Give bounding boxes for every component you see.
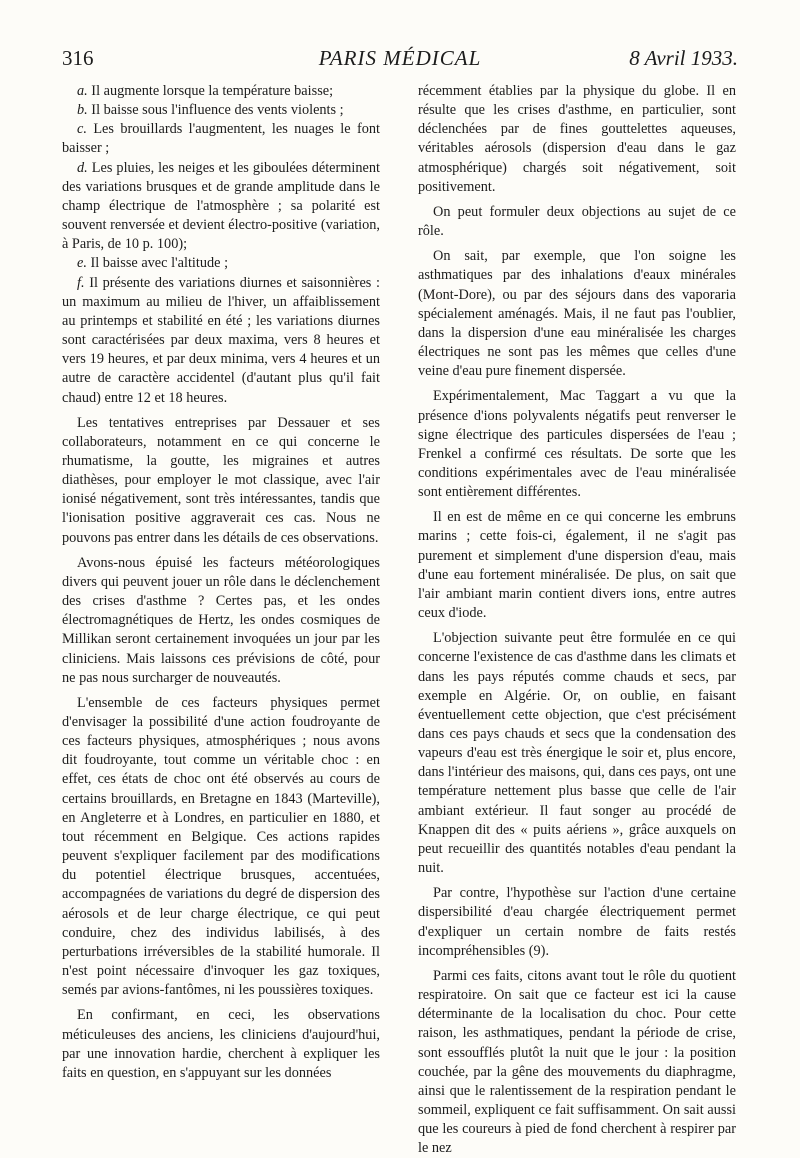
left-column	[62, 82, 380, 1083]
list-item-d	[62, 159, 380, 255]
list-item-b	[62, 101, 380, 120]
paragraph: Il en est de même en ce qui concerne les embruns marins ; cette fois-ci, également, il ne s'agit pas purement et simplement d'une dispersion d'eau, mais d'une eau fortement minéralisée. De plus, on sait que l'air ambiant marin contient divers ions, entre autres ceux d'iode.	[418, 509, 736, 622]
issue-date: 8 Avril 1933.	[629, 46, 738, 70]
list-label: c.	[77, 121, 87, 138]
journal-title: PARIS MÉDICAL	[318, 46, 482, 70]
list-item-a	[62, 82, 380, 101]
list-label: d.	[77, 159, 88, 176]
list-text: Il présente des variations diurnes et saisonnières : un maximum au milieu de l'hiver, un affaiblissement au printemps et stabilité en été ; les variations diurnes sont caractérisées par deux maxima, vers 8 heures et vers 19 heures, et par deux minima, vers 4 heures et un autre de caractère accidentel (d'autant plus qu'il fait chaud) entre 12 et 18 heures.	[62, 274, 380, 406]
paragraph: En confirmant, en ceci, les observations méticuleuses des anciens, les cliniciens d'aujourd'hui, par une innovation hardie, cherchent à expliquer les faits en question, en s'appuyant sur les données	[62, 1007, 380, 1081]
paragraph: On sait, par exemple, que l'on soigne les asthmatiques par des inhalations d'eaux minérales (Mont-Dore), ou par des séjours dans des vaporaria spécialement aménagés. Mais, il ne faut pas l'oublier, dans la dispersion d'une eau minéralisée les charges électriques ne sont pas les mêmes que celles d'une veine d'eau pure finement dispersée.	[418, 248, 736, 380]
list-label: f.	[77, 274, 85, 291]
list-label: a.	[77, 83, 88, 99]
list-text: Il baisse avec l'altitude ;	[86, 255, 229, 272]
list-text: Il augmente lorsque la température baisse;	[87, 83, 334, 99]
list-label: b.	[77, 102, 88, 119]
paragraph: Par contre, l'hypothèse sur l'action d'une certaine dispersibilité d'eau chargée électriquement permet d'expliquer un certain nombre de faits restés incompréhensibles (9).	[418, 885, 736, 959]
list-label: e.	[77, 255, 87, 272]
list-item-c	[62, 120, 380, 158]
list-text: Les brouillards l'augmentent, les nuages le font baisser ;	[62, 121, 380, 157]
paragraph: L'objection suivante peut être formulée en ce qui concerne l'existence de cas d'asthme dans les climats et dans les pays réputés comme chauds et secs, par exemple en Algérie. Or, on oublie, en faisant éventuellement cette objection, que c'est précisément dans ces pays chauds et secs que la condensation des vapeurs d'eau est très énergique le soir et, plus encore, dans l'intérieur des maisons, qui, dans ces pays, ont une température nettement plus basse que celle de l'air ambiant extérieur. Il faut songer au procédé de Knappen dit des « puits aériens », grâce auxquels on peut recueillir des quantités notables d'eau pendant la nuit.	[418, 630, 736, 877]
list-text: Il baisse sous l'influence des vents violents ;	[87, 102, 344, 119]
paragraph: Les tentatives entreprises par Dessauer et ses collaborateurs, notamment en ce qui concerne le rhumatisme, la goutte, les migraines et autres diathèses, pour employer le mot classique, avec l'air ionisé négativement, sont très intéressantes, tandis que l'ionisation positive aggraverait ces cas. Nous ne pouvons pas entrer dans les détails de ces observations.	[62, 414, 380, 546]
paragraph: L'ensemble de ces facteurs physiques permet d'envisager la possibilité d'une action foudroyante de ces facteurs physiques, atmosphériques ; nous avons dit foudroyante, tout comme un véritable choc : en effet, ces états de choc ont été observés au cours de certains brouillards, en Bretagne en 1843 (Marteville), en Angleterre et à Londres, en particulier en 1880, et tout récemment en Belgique. Ces actions rapides peuvent s'expliquer facilement par des modifications du potentiel électrique brusques, accentuées, accompagnées de variations du degré de dispersion des aérosols et de leur charge électrique, ce qui peut conduire, chez des individus labilisés, à des perturbations irréversibles de la stabilité humorale. Il n'est point nécessaire d'invoquer les gaz toxiques, semés par avions-fantômes, ni les poussières toxiques.	[62, 694, 380, 999]
paragraph-continuation: récemment établies par la physique du globe. Il en résulte que les crises d'asthme, en particulier, sont déclenchées par de fines gouttelettes aqueuses, véritables aérosols (dispersion d'eau dans le gaz atmosphérique) chargés soit négativement, soit positivement.	[418, 83, 736, 195]
paragraph: Parmi ces faits, citons avant tout le rôle du quotient respiratoire. On sait que ce facteur est ici la cause déterminante de la localisation du choc. Pour cette raison, les asthmatiques, pendant la période de crise, sont essoufflés plutôt la nuit que le jour : la position couchée, par la gêne des mouvements du diaphragme, ainsi que le ralentissement de la respiration pendant le sommeil, expliquent ce fait suffisamment. On sait aussi que les coureurs à pied de fond cherchent à respirer par le nez	[418, 967, 736, 1157]
page-number: 316	[62, 46, 94, 70]
paragraph: Avons-nous épuisé les facteurs météorologiques divers qui peuvent jouer un rôle dans le déclenchement des crises d'asthme ? Certes pas, et les ondes électromagnétiques de Hertz, les ondes cosmiques de Millikan seront certainement invoquées un jour par les cliniciens. Mais laissons ces prévisions de côté, pour ne pas nous surcharger de nouveautés.	[62, 554, 380, 686]
list-item-f	[62, 274, 380, 408]
right-column	[418, 82, 736, 1158]
paragraph: On peut formuler deux objections au sujet de ce rôle.	[418, 203, 736, 240]
list-text: Les pluies, les neiges et les giboulées déterminent des variations brusques et de grande amplitude dans le champ électrique de l'atmosphère ; sa polarité est souvent renversée et devient électro-positive (variation, à Paris, de 10 p. 100);	[62, 159, 380, 253]
list-item-e	[62, 254, 380, 273]
running-header	[62, 46, 738, 74]
paragraph: Expérimentalement, Mac Taggart a vu que la présence d'ions polyvalents négatifs peut renverser le signe électrique des particules dispersées de l'eau ; Frenkel a confirmé ces résultats. De sorte que les conditions expérimentales avec de l'eau minéralisée sont entièrement différentes.	[418, 388, 736, 501]
